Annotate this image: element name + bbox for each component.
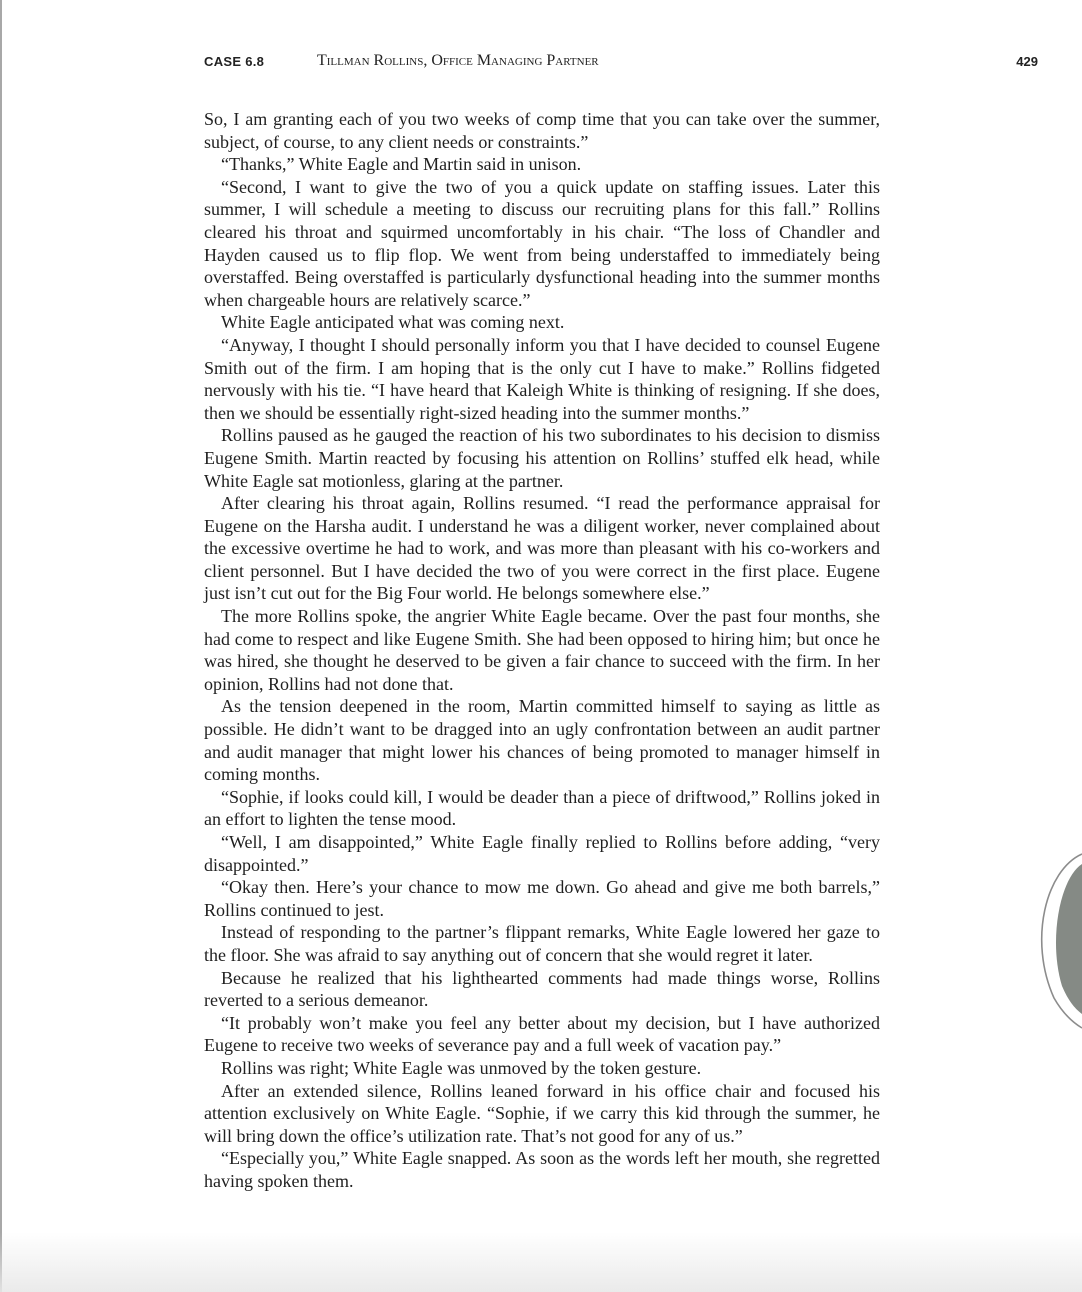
- body-text: [204, 108, 880, 1193]
- paragraph: “Thanks,” White Eagle and Martin said in unison.: [221, 154, 582, 175]
- page-bottom-shadow: [0, 1232, 1082, 1292]
- paragraph: After an extended silence, Rollins leaned forward in his office chair and focused his attention exclusively on White Eagle. “Sophie, if we carry this kid through the summer, he will bring down the office’s utilization rate. That’s not good for any of us.”: [204, 1080, 880, 1146]
- paragraph: White Eagle anticipated what was coming next.: [221, 312, 565, 333]
- paragraph: “Especially you,” White Eagle snapped. As soon as the words left her mouth, she regretted having spoken them.: [204, 1148, 880, 1191]
- page-left-edge: [0, 0, 2, 1292]
- paragraph: “Well, I am disappointed,” White Eagle finally replied to Rollins before adding, “very disappointed.”: [204, 832, 880, 875]
- paragraph: Because he realized that his lighthearted comments had made things worse, Rollins reverted to a serious demeanor.: [204, 967, 880, 1011]
- paragraph: “It probably won’t make you feel any better about my decision, but I have authorized Eugene to receive two weeks of severance pay and a full week of vacation pay.”: [204, 1012, 880, 1056]
- paragraph: So, I am granting each of you two weeks of comp time that you can take over the summer, subject, of course, to any client needs or constraints.”: [204, 109, 880, 152]
- paragraph: As the tension deepened in the room, Martin committed himself to saying as little as possible. He didn’t want to be dragged into an ugly confrontation between an audit partner and audit manager that might lower his chances of being promoted to manager himself in coming months.: [204, 696, 880, 785]
- page-number: 429: [1016, 54, 1038, 69]
- paragraph: Rollins paused as he gauged the reaction of his two subordinates to his decision to dismiss Eugene Smith. Martin reacted by focusing his attention on Rollins’ stuffed elk head, while White Eagle sat motionless, glaring at the partner.: [204, 425, 880, 491]
- paragraph: Instead of responding to the partner’s flippant remarks, White Eagle lowered her gaze to the floor. She was afraid to say anything out of concern that she would regret it later.: [204, 922, 880, 965]
- chapter-thumb-tab: [1036, 840, 1082, 1040]
- paragraph: “Second, I want to give the two of you a quick update on staffing issues. Later this summer, I will schedule a meeting to discuss our recruiting plans for this fall.” Rollins cleared his throat and squirmed uncomfortably in his chair. “The loss of Chandler and Hayden caused us to flip flop. We went from being understaffed to immediately being overstaffed. Being overstaffed is particularly dysfunctional heading into the summer months when chargeable hours are relatively scarce.”: [204, 176, 880, 310]
- paragraph: The more Rollins spoke, the angrier White Eagle became. Over the past four months, she had come to respect and like Eugene Smith. She had been opposed to hiring him; but once he was hired, she thought he deserved to be given a fair chance to succeed with the firm. In her opinion, Rollins had not done that.: [204, 606, 880, 694]
- paragraph: “Anyway, I thought I should personally inform you that I have decided to counsel Eugene Smith out of the firm. I am hoping that is the only cut I have to make.” Rollins fidgeted nervously with his tie. “I have heard that Kaleigh White is thinking of resigning. If she does, then we should be essentially right-sized heading into the summer months.”: [204, 334, 880, 423]
- paragraph: “Okay then. Here’s your chance to mow me down. Go ahead and give me both barrels,” Rollins continued to jest.: [204, 877, 880, 920]
- running-header: [204, 51, 1038, 73]
- paragraph: After clearing his throat again, Rollins resumed. “I read the performance appraisal for Eugene on the Harsha audit. I understand he was a diligent worker, never complained about the excessive overtime he had to work, and was more than pleasant with his co-workers and client personnel. But I have decided the two of you were correct in the first place. Eugene just isn’t cut out for the Big Four world. He belongs somewhere else.”: [204, 493, 880, 604]
- paragraph: Rollins was right; White Eagle was unmoved by the token gesture.: [221, 1057, 702, 1078]
- paragraph: “Sophie, if looks could kill, I would be deader than a piece of driftwood,” Rollins joked in an effort to lighten the tense mood.: [204, 786, 880, 830]
- thumb-tab-fill: [1056, 864, 1082, 1014]
- case-label: CASE 6.8: [204, 54, 265, 69]
- running-title: Tillman Rollins, Office Managing Partner: [317, 52, 599, 69]
